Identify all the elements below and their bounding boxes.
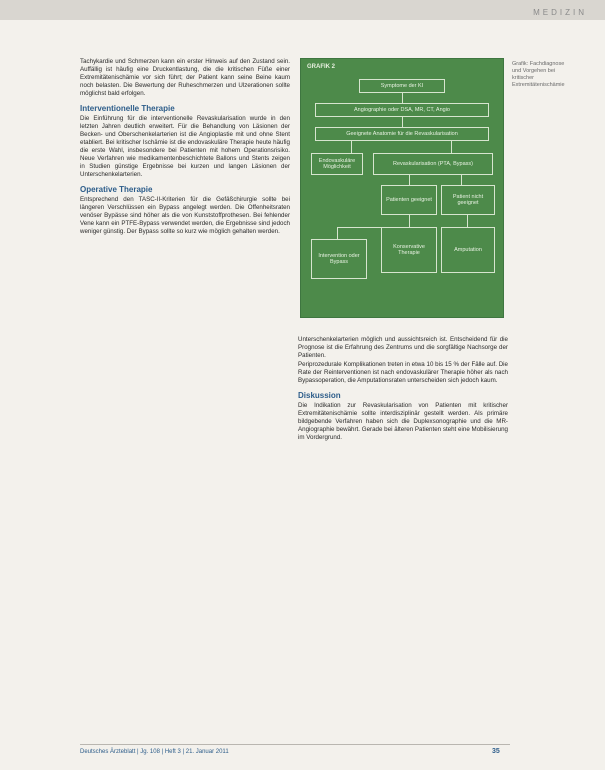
flow-connector — [402, 117, 403, 127]
flow-box-revascularisation: Revaskularisation (PTA, Bypass) — [373, 153, 493, 175]
footer-rule — [80, 744, 510, 745]
section-tag: MEDIZIN — [533, 8, 587, 17]
figure-caption: Grafik: Fachdiagnose und Vorgehen bei kritischer Extremitätenischämie — [512, 61, 565, 88]
discussion-paragraph: Die Indikation zur Revaskularisation von Patienten mit kritischer Extremitätenischämie sollte interdisziplinär gestellt werden. Als primäre bildgebende Verfahren haben sich die Duplexsonographie und die MR-Angiographie bewährt. Gerade bei älteren Patienten steht eine Mobilisierung im Vordergrund. — [298, 402, 508, 441]
right-column — [298, 336, 508, 443]
flow-box-conservative: Konservative Therapie — [381, 227, 437, 273]
flow-connector — [409, 215, 410, 227]
journal-footer: Deutsches Ärzteblatt | Jg. 108 | Heft 3 | 21. Januar 2011 — [80, 749, 229, 755]
flow-connector — [451, 141, 452, 153]
flow-box-intervention: Intervention oder Bypass — [311, 239, 367, 279]
left-column — [80, 58, 290, 237]
flow-connector — [351, 141, 352, 153]
flow-box-suitable: Patienten geeignet — [381, 185, 437, 215]
flow-connector — [467, 215, 468, 227]
flow-box-imaging: Angiographie oder DSA, MR, CT, Angio — [315, 103, 489, 117]
flow-connector — [402, 93, 403, 103]
flowchart-figure — [300, 58, 504, 318]
flow-box-symptoms: Symptome der KI — [359, 79, 445, 93]
operative-paragraph: Entsprechend den TASC-II-Kriterien für die Gefäßchirurgie sollte bei längeren Verschlüssen ein Bypass angelegt werden. Die Offenheitsraten venöser Bypässe sind höher als die von Kunststoffprothesen. Bei fehlender Vene kann ein PTFE-Bypass verwendet werden, die Ergebnisse sind jedoch weniger günstig. Der Bypass sollte so kurz wie möglich gehalten werden. — [80, 196, 290, 235]
heading-discussion: Diskussion — [298, 391, 341, 400]
header-band — [0, 0, 605, 20]
page-number: 35 — [492, 748, 500, 755]
flow-connector — [461, 175, 462, 185]
right-paragraph-1: Unterschenkelarterien möglich und aussichtsreich ist. Entscheidend für die Prognose ist die Erfahrung des Zentrums und die sorgfältige Nachsorge der Patienten. — [298, 336, 508, 359]
right-paragraph-2: Periprozedurale Komplikationen treten in etwa 10 bis 15 % der Fälle auf. Die Rate der Reinterventionen ist nach endovaskulärer Therapie höher als nach Bypassoperation, die Amputationsraten unterscheiden sich jedoch kaum. — [298, 361, 508, 384]
flow-box-amputation: Amputation — [441, 227, 495, 273]
flow-box-anatomy: Geeignete Anatomie für die Revaskularisation — [315, 127, 489, 141]
heading-interventional: Interventionelle Therapie — [80, 104, 175, 113]
interventional-paragraph: Die Einführung für die interventionelle Revaskularisation wurde in den letzten Jahren deutlich erweitert. Für die Behandlung von Läsionen der Becken- und Oberschenkelarterien ist die Angioplastie mit und ohne Stent etabliert. Bei kritischer Ischämie ist die endovaskuläre Therapie heute häufig die erste Wahl, insbesondere bei Patienten mit hohem Operationsrisiko. Neue Verfahren wie medikamentenbeschichtete Ballons und Stents zeigen in Studien günstige Ergebnisse bei kurzen und langen Läsionen der Unterschenkelarterien. — [80, 115, 290, 178]
flow-box-not-suitable: Patient nicht geeignet — [441, 185, 495, 215]
flow-box-endovascular: Endovaskuläre Möglichkeit — [311, 153, 363, 175]
flow-connector — [409, 175, 410, 185]
heading-operative: Operative Therapie — [80, 185, 153, 194]
figure-title: GRAFIK 2 — [307, 64, 336, 70]
flow-connector — [337, 227, 338, 239]
intro-paragraph: Tachykardie und Schmerzen kann ein erster Hinweis auf den Zustand sein. Auffällig ist häufig eine Druckentlastung, die die kritischen Füße einer Extremitätenischämie vor sich führt; der Patient kann seine Beine kaum noch belasten. Die Bewertung der Ruheschmerzen und Ulzerationen sollte möglichst bald erfolgen. — [80, 58, 290, 97]
